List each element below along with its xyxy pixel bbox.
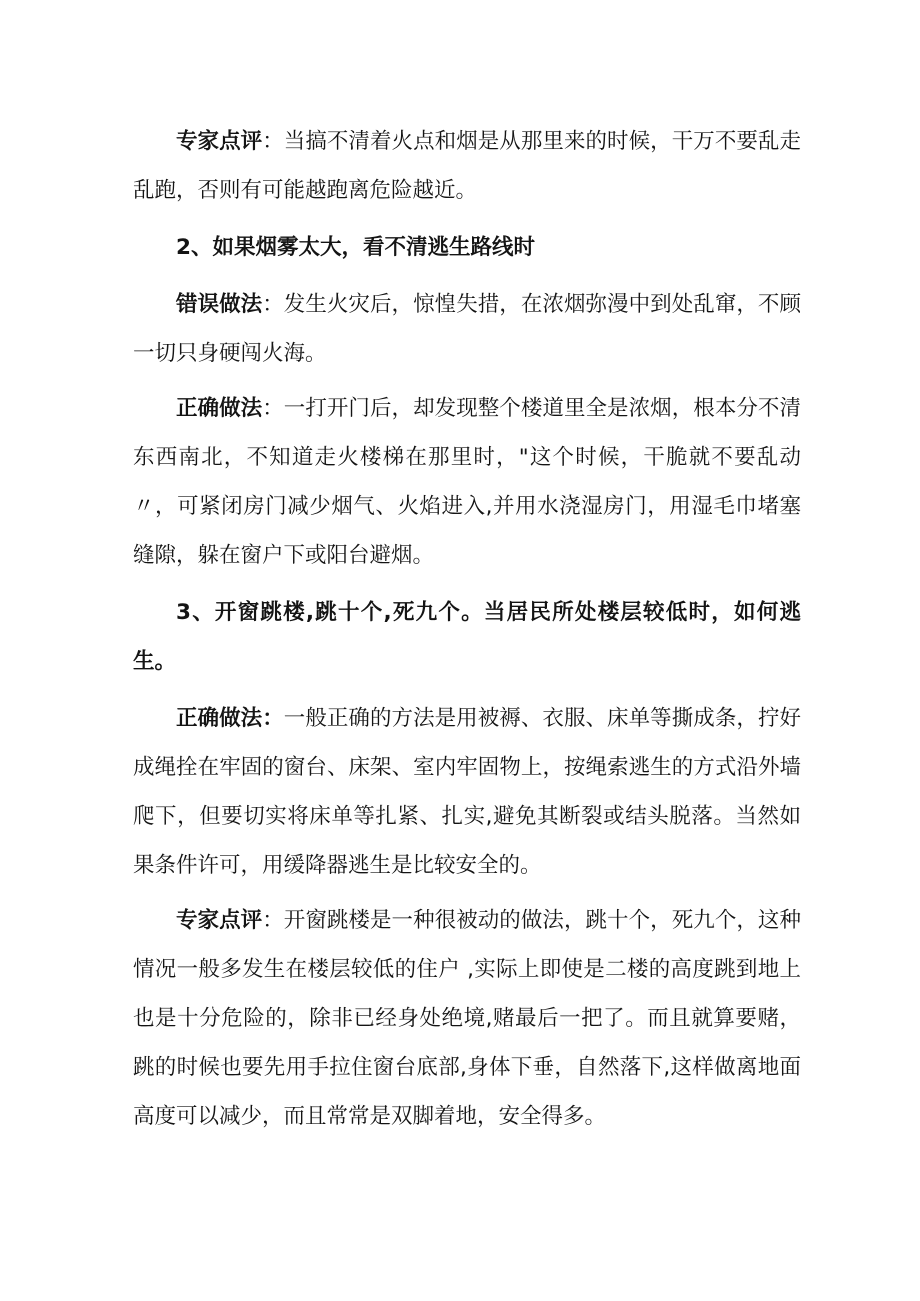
expert-comment-text: ：当搞不清着火点和烟是从那里来的时候，干万不要乱走乱跑，否则有可能越跑离危险越近。: [133, 129, 801, 203]
wrong-method-label: 错误做法: [176, 292, 263, 317]
expert-comment-text-2: ：开窗跳楼是一种很被动的做法，跳十个，死九个，这种情况一般多发生在楼层较低的住户 ,实际上即使是二楼的高度跳到地上也是十分危险的，除非已经身处绝境,赌最后一把了。而且就算要赌，跳的时候也要先用手拉住窗台底部,身体下垂，自然落下,这样做离地面高度可以减少，而且常常是双脚着地，安全得多。: [133, 908, 801, 1129]
correct-method-text-2: 一般正确的方法是用被褥、衣服、床单等撕成条，拧好成绳拴在牢固的窗台、床架、室内牢固物上，按绳索逃生的方式沿外墙爬下，但要切实将床单等扎紧、扎实,避免其断裂或结头脱落。当然如果条件许可，用缓降器逃生是比较安全的。: [133, 706, 801, 878]
section-heading-3-text: 3、开窗跳楼,跳十个,死九个。当居民所处楼层较低时，如何逃生。: [133, 600, 801, 674]
document-body: [133, 117, 801, 1141]
section-heading-2-text: 2、如果烟雾太大，看不清逃生路线时: [176, 235, 535, 260]
correct-method-label-2: 正确做法：: [176, 706, 284, 731]
expert-comment-paragraph: [133, 117, 801, 215]
correct-method-text: ：一打开门后，却发现整个楼道里全是浓烟，根本分不清东西南北，不知道走火楼梯在那里时，"这个时候，干脆就不要乱动〃，可紧闭房门减少烟气、火焰进入,并用水浇湿房门，用湿毛巾堵塞缝隙，躲在窗户下或阳台避烟。: [133, 396, 801, 568]
wrong-method-text: ：发生火灾后，惊惶失措，在浓烟弥漫中到处乱窜，不顾一切只身硬闯火海。: [133, 292, 801, 366]
section-heading-2: [133, 223, 801, 272]
wrong-method-paragraph: [133, 280, 801, 378]
expert-comment-label: 专家点评: [176, 129, 263, 154]
correct-method-label: 正确做法: [176, 396, 263, 421]
section-heading-3: [133, 588, 801, 686]
expert-comment-paragraph-2: [133, 896, 801, 1141]
correct-method-paragraph-2: [133, 694, 801, 890]
expert-comment-label-2: 专家点评: [176, 908, 263, 933]
correct-method-paragraph: [133, 384, 801, 580]
